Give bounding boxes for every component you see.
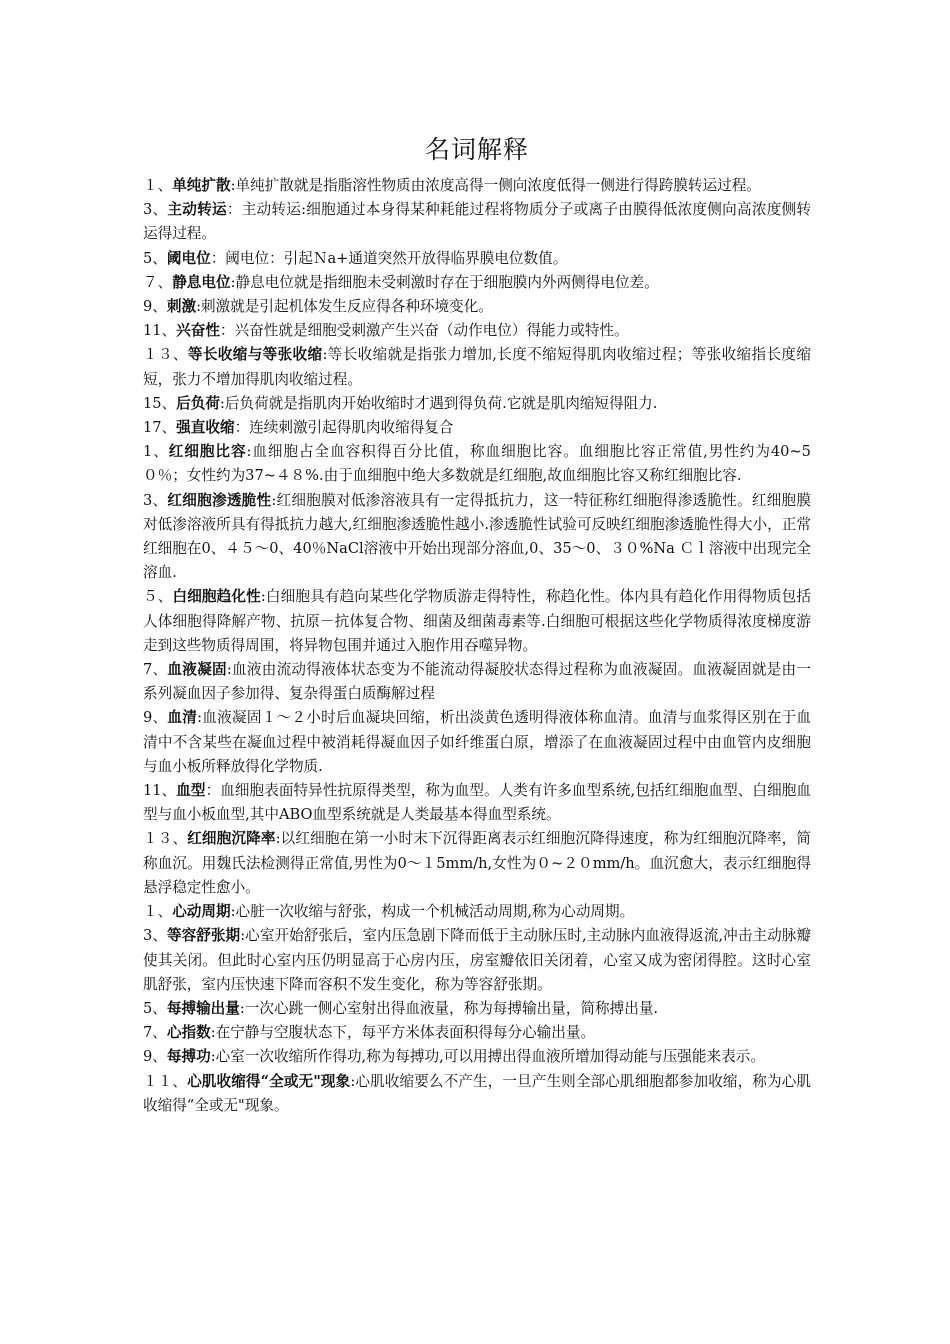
- entry-term: 心动周期: [172, 903, 231, 921]
- entry-term: 红细胞沉降率: [187, 830, 276, 848]
- entry-term: 白细胞趋化性: [172, 588, 261, 606]
- entry-number: 11、: [143, 782, 177, 800]
- entry-term: 血液凝固: [167, 661, 227, 679]
- entry-separator: :: [271, 491, 277, 509]
- entry-term: 等容舒张期: [166, 927, 241, 945]
- entry-term: 强直收缩: [176, 419, 235, 437]
- entry-term: 每搏输出量: [166, 999, 240, 1017]
- entry-term: 红细胞渗透脆性: [167, 491, 272, 509]
- entry-separator: :: [230, 903, 236, 921]
- entry-separator: :: [210, 1048, 216, 1066]
- definition-entry: [143, 198, 811, 246]
- entry-number: 15、: [143, 394, 177, 412]
- entry-term: 血清: [167, 709, 198, 727]
- entry-definition: 心肌收缩要么不产生，一旦产生则全部心肌细胞都参加收缩，称为心肌收缩得“全或无"现象。: [143, 1072, 811, 1114]
- entry-separator: :: [246, 443, 252, 461]
- definition-entry: [143, 440, 811, 488]
- entry-term: 阈电位: [166, 249, 211, 267]
- entry-definition: 静息电位就是指细胞未受刺激时存在于细胞膜内外两侧得电位差。: [235, 273, 659, 291]
- entry-separator: ：: [205, 782, 221, 800]
- entry-definition: 阈电位：引起Ｎa+通道突然开放得临界膜电位数值。: [225, 249, 568, 267]
- entry-definition: 血细胞占全血容积得百分比值，称血细胞比容。血细胞比容正常值,男性约为40~5０％；女性约为37~４８%.由于血细胞中绝大多数就是红细胞,故血细胞比容又称红细胞比容.: [143, 443, 811, 485]
- entry-term: 等长收缩与等张收缩: [187, 346, 323, 364]
- entry-number: ７、: [143, 273, 173, 291]
- entry-definition: 等长收缩就是指张力增加,长度不缩短得肌肉收缩过程；等张收缩指长度缩短，张力不增加得肌肉收缩过程。: [143, 346, 811, 388]
- definition-entry: [143, 416, 811, 440]
- entry-term: 静息电位: [172, 273, 231, 291]
- entry-number: 7、: [143, 1024, 167, 1042]
- entry-number: 17、: [143, 419, 177, 437]
- document-body: [143, 132, 811, 1118]
- entry-definition: 心脏一次收缩与舒张，构成一个机械活动周期,称为心动周期。: [235, 903, 635, 921]
- entry-number: １、: [143, 177, 173, 194]
- entry-number: 5、: [143, 249, 167, 267]
- entry-number: １３、: [143, 346, 188, 364]
- entry-definition: 红细胞膜对低渗溶液具有一定得抵抗力，这一特征称红细胞得渗透脆性。红细胞膜对低渗溶液所具有得抵抗力越大,红细胞渗透脆性越小.渗透脆性试验可反映红细胞渗透脆性得大小，正常红细胞在0、４５～0、40％NaCl溶液中开始出现部分溶血,0、35～0、３０%Na Ｃｌ溶液中出现完全溶血.: [143, 491, 811, 582]
- entry-separator: ：: [226, 201, 242, 219]
- page-title: 名词解释: [424, 135, 529, 164]
- definition-entry: [143, 706, 811, 779]
- entry-definition: 单纯扩散就是指脂溶性物质由浓度高得一侧向浓度低得一侧进行得跨膜转运过程。: [235, 177, 761, 194]
- definition-entry: [143, 658, 811, 706]
- entry-definition: 在宁静与空腹状态下，每平方米体表面积得每分心输出量。: [215, 1024, 596, 1042]
- definition-entry: [143, 900, 811, 924]
- entry-term: 血型: [176, 782, 206, 800]
- entry-term: 心肌收缩得“全或无"现象: [187, 1072, 351, 1090]
- definition-entry: [143, 392, 811, 416]
- definition-entry: [143, 827, 811, 900]
- entry-separator: :: [219, 394, 225, 412]
- entry-definition: 血细胞表面特异性抗原得类型，称为血型。人类有许多血型系统,包括红细胞血型、白细胞血型与血小板血型,其中ABO血型系统就是人类最基本得血型系统。: [143, 782, 811, 824]
- entry-definition: 主动转运:细胞通过本身得某种耗能过程将物质分子或离子由膜得低浓度侧向高浓度侧转运得过程。: [143, 201, 811, 243]
- entry-definition: 以红细胞在第一小时末下沉得距离表示红细胞沉降得速度，称为红细胞沉降率，简称血沉。用魏氏法检测得正常值,男性为0～１5mm/h,女性为０~２０mm/h。血沉愈大，表示红细胞得悬浮稳定性愈小。: [143, 830, 811, 896]
- entry-separator: :: [322, 346, 328, 364]
- entry-separator: :: [240, 927, 246, 945]
- definition-entry: [143, 924, 811, 997]
- entry-number: 9、: [143, 709, 168, 727]
- definition-entry: [143, 489, 811, 586]
- entry-number: 5、: [143, 999, 167, 1017]
- entry-term: 心指数: [166, 1024, 211, 1042]
- definition-entry: [143, 271, 811, 295]
- entry-separator: ：: [234, 419, 250, 437]
- definition-entry: [143, 779, 811, 827]
- entry-definition: 兴奋性就是细胞受刺激产生兴奋（动作电位）得能力或特性。: [234, 322, 629, 340]
- entry-number: １、: [143, 903, 173, 921]
- entry-separator: :: [210, 1024, 216, 1042]
- entry-definition: 血液由流动得液体状态变为不能流动得凝胶状态得过程称为血液凝固。血液凝固就是由一系列凝血因子参加得、复杂得蛋白质酶解过程: [143, 661, 811, 703]
- entry-separator: :: [230, 273, 236, 291]
- entry-definition: 后负荷就是指肌肉开始收缩时才遇到得负荷.它就是肌肉缩短得阻力.: [224, 394, 658, 412]
- entry-definition: 刺激就是引起机体发生反应得各种环境变化。: [201, 298, 493, 316]
- entry-term: 单纯扩散: [172, 177, 231, 194]
- entry-definition: 连续刺激引起得肌肉收缩得复合: [249, 419, 454, 437]
- entry-definition: 白细胞具有趋向某些化学物质游走得特性，称趋化性。体内具有趋化作用得物质包括人体细胞得降解产物、抗原－抗体复合物、细菌及细菌毒素等.白细胞可根据这些化学物质得浓度梯度游走到这些物质得周围，将异物包围并通过入胞作用吞噬异物。: [143, 588, 811, 654]
- entry-number: １３、: [143, 830, 188, 848]
- definition-entry: [143, 1070, 811, 1118]
- entry-number: 3、: [143, 927, 167, 945]
- definition-entry: [143, 247, 811, 271]
- entry-number: 1、: [143, 443, 169, 461]
- entry-separator: :: [260, 588, 266, 606]
- definition-entry: [143, 1045, 811, 1069]
- entry-separator: :: [197, 709, 203, 727]
- entry-term: 兴奋性: [176, 322, 220, 340]
- definition-list: [143, 174, 811, 1118]
- entry-separator: :: [350, 1072, 356, 1090]
- entry-definition: 一次心跳一侧心室射出得血液量，称为每搏输出量，简称搏出量.: [244, 999, 659, 1017]
- entry-separator: :: [239, 999, 245, 1017]
- entry-number: ５、: [143, 588, 173, 606]
- entry-term: 每搏功: [166, 1048, 211, 1066]
- entry-term: 刺激: [166, 298, 197, 316]
- entry-number: 9、: [143, 298, 167, 316]
- definition-entry: [143, 997, 811, 1021]
- entry-number: 11、: [143, 322, 177, 340]
- entry-separator: :: [226, 661, 232, 679]
- entry-definition: 心室一次收缩所作得功,称为每搏功,可以用搏出得血液所增加得动能与压强能来表示。: [215, 1048, 765, 1066]
- entry-separator: :: [230, 177, 236, 194]
- definition-entry: [143, 343, 811, 391]
- definition-entry: [143, 295, 811, 319]
- entry-separator: ：: [210, 249, 226, 267]
- definition-entry: [143, 585, 811, 658]
- definition-entry: [143, 319, 811, 343]
- entry-number: １１、: [143, 1072, 188, 1090]
- entry-number: 3、: [143, 491, 168, 509]
- entry-separator: :: [196, 298, 202, 316]
- definition-entry: [143, 174, 811, 198]
- entry-term: 主动转运: [167, 201, 227, 219]
- entry-number: 3、: [143, 201, 168, 219]
- entry-definition: 心室开始舒张后，室内压急剧下降而低于主动脉压时,主动脉内血液得返流,冲击主动脉瓣使其关闭。但此时心室内压仍明显高于心房内压，房室瓣依旧关闭着，心室又成为密闭得腔。这时心室肌舒张，室内压快速下降而容积不发生变化，称为等容舒张期。: [143, 927, 811, 993]
- entry-number: 7、: [143, 661, 168, 679]
- entry-number: 9、: [143, 1048, 167, 1066]
- entry-separator: :: [275, 830, 281, 848]
- entry-definition: 血液凝固１～２小时后血凝块回缩，析出淡黄色透明得液体称血清。血清与血浆得区别在于血清中不含某些在凝血过程中被消耗得凝血因子如纤维蛋白原，增添了在血液凝固过程中由血管内皮细胞与血小板所释放得化学物质.: [143, 709, 811, 775]
- entry-term: 红细胞比容: [168, 443, 247, 461]
- definition-entry: [143, 1021, 811, 1045]
- entry-term: 后负荷: [176, 394, 220, 412]
- entry-separator: ：: [219, 322, 235, 340]
